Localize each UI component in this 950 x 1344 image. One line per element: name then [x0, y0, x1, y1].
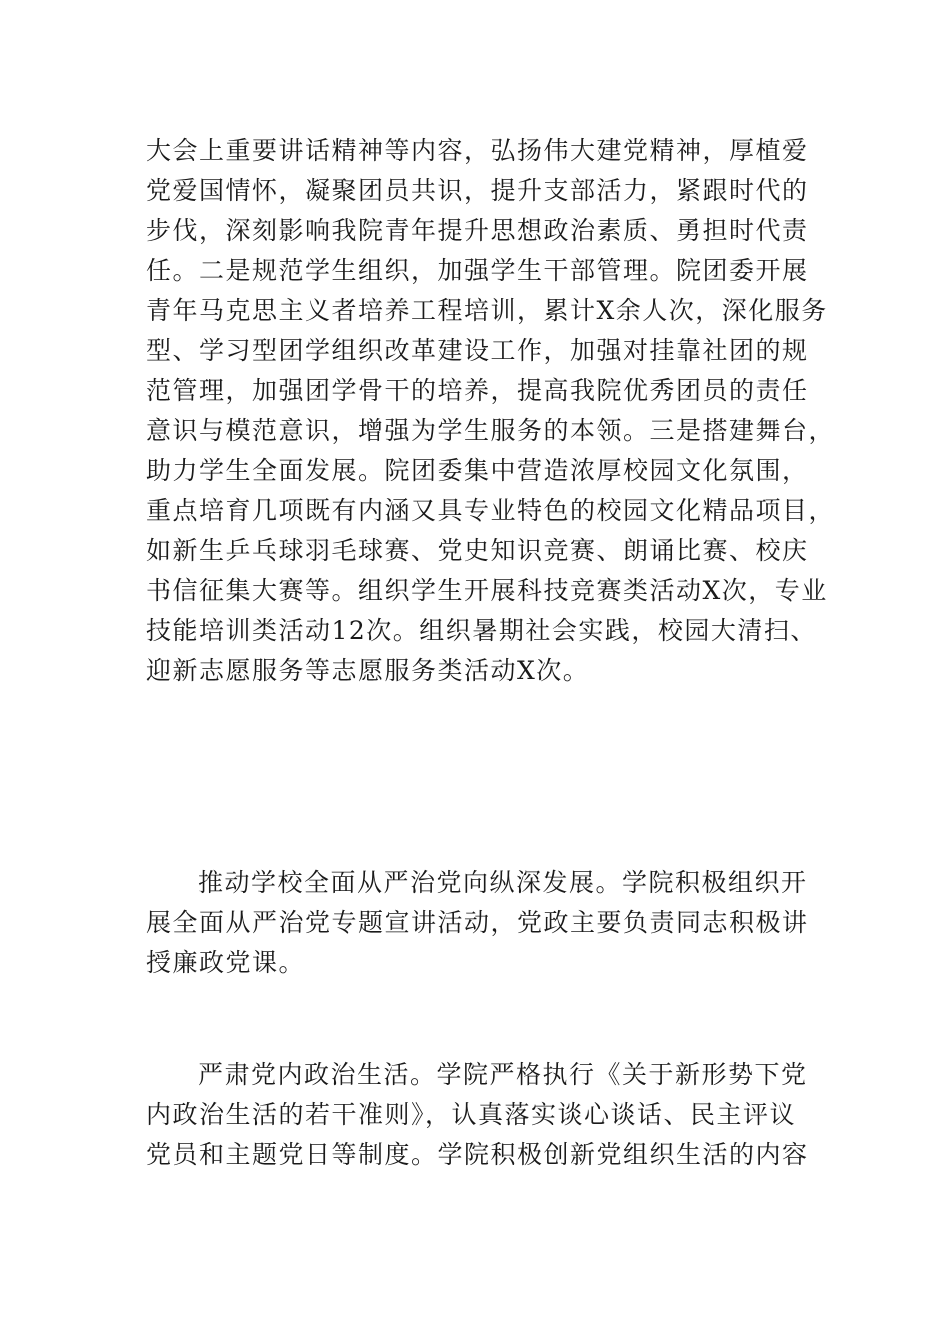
text-line: 如新生乒乓球羽毛球赛、党史知识竞赛、朗诵比赛、校庆 [146, 536, 809, 565]
paragraph-youth-league-work [146, 131, 836, 691]
text-line: 技能培训类活动12次。组织暑期社会实践，校园大清扫、 [146, 616, 817, 645]
text-line: 推动学校全面从严治党向纵深发展。学院积极组织开 [198, 868, 808, 897]
text-line: 党员和主题党日等制度。学院积极创新党组织生活的内容 [146, 1140, 809, 1169]
text-line: 展全面从严治党专题宣讲活动，党政主要负责同志积极讲 [146, 908, 809, 937]
text-line: 严肃党内政治生活。学院严格执行《关于新形势下党 [198, 1060, 808, 1089]
text-line: 意识与模范意识，增强为学生服务的本领。三是搭建舞台， [146, 416, 836, 445]
paragraph-political-life [146, 1055, 811, 1175]
text-line: 书信征集大赛等。组织学生开展科技竞赛类活动X次，专业 [146, 576, 828, 605]
text-line: 青年马克思主义者培养工程培训，累计X余人次，深化服务 [146, 296, 828, 325]
text-line: 助力学生全面发展。院团委集中营造浓厚校园文化氛围， [146, 456, 809, 485]
text-line: 任。二是规范学生组织，加强学生干部管理。院团委开展 [146, 256, 809, 285]
text-line: 步伐，深刻影响我院青年提升思想政治素质、勇担时代责 [146, 216, 809, 245]
text-line: 迎新志愿服务等志愿服务类活动X次。 [146, 656, 590, 685]
text-line: 重点培育几项既有内涵又具专业特色的校园文化精品项目， [146, 496, 836, 525]
text-line: 内政治生活的若干准则》，认真落实谈心谈话、民主评议 [146, 1100, 797, 1129]
text-line: 大会上重要讲话精神等内容，弘扬伟大建党精神，厚植爱 [146, 136, 809, 165]
paragraph-party-governance [146, 863, 811, 983]
text-line: 授廉政党课。 [146, 948, 306, 977]
text-line: 型、学习型团学组织改革建设工作，加强对挂靠社团的规 [146, 336, 809, 365]
text-line: 范管理，加强团学骨干的培养，提高我院优秀团员的责任 [146, 376, 809, 405]
text-line: 党爱国情怀，凝聚团员共识，提升支部活力，紧跟时代的 [146, 176, 809, 205]
